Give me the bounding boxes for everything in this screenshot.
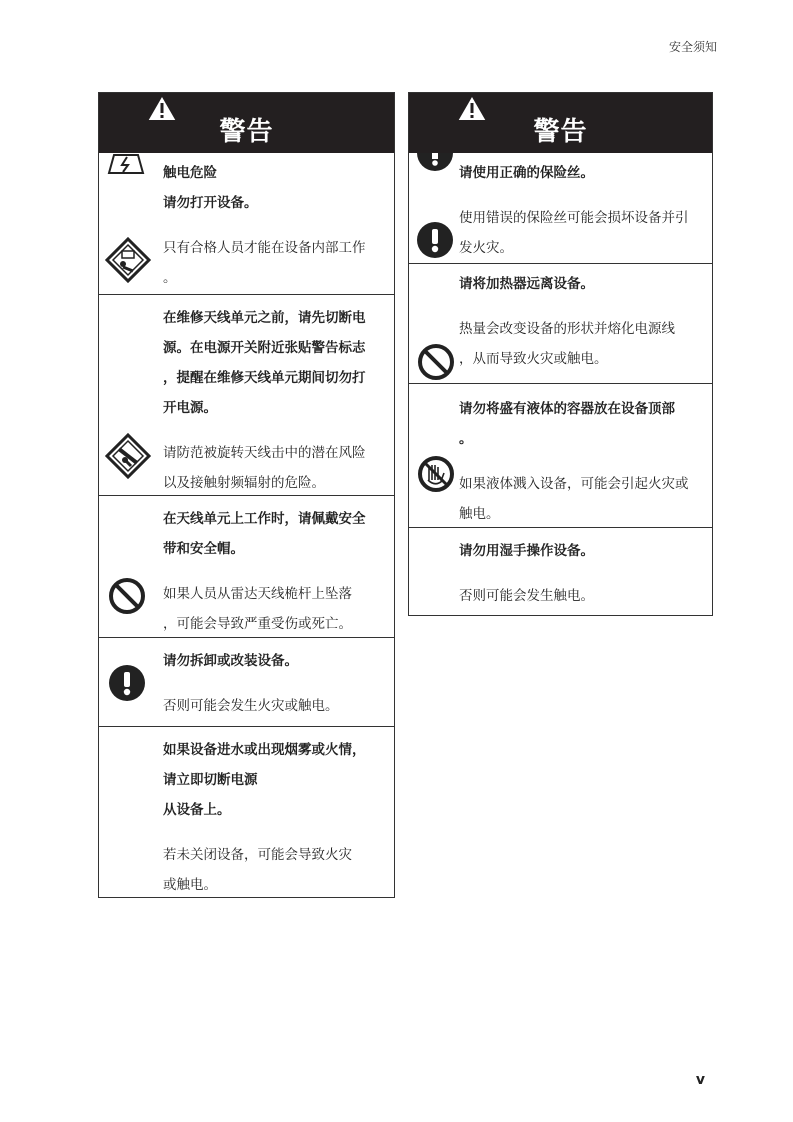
section-bold-line: 开电源。 — [163, 400, 217, 416]
warning-section-liquid-container — [409, 384, 712, 528]
section-text-line: 使用错误的保险丝可能会损坏设备并引 — [459, 210, 689, 226]
warning-section-safety-harness — [99, 496, 394, 638]
section-text-line: 若未关闭设备，可能会导致火灾 — [163, 847, 352, 863]
section-text-line: ，可能会导致严重受伤或死亡。 — [163, 616, 352, 632]
section-text-line: 。 — [163, 270, 177, 286]
section-bold-line: 在天线单元上工作时，请佩戴安全 — [163, 511, 366, 527]
prohibited-icon — [416, 342, 456, 382]
section-text-line: ，从而导致火灾或触电。 — [459, 351, 608, 367]
section-bold-line: 请勿用湿手操作设备。 — [459, 543, 594, 559]
no-wet-hands-icon — [416, 454, 456, 494]
section-text-line: 否则可能会发生火灾或触电。 — [163, 698, 339, 714]
banner-title: 警告 — [219, 117, 274, 147]
section-text-line: 如果液体溅入设备，可能会引起火灾或 — [459, 476, 689, 492]
right-warning-panel — [408, 92, 713, 616]
left-warning-panel — [98, 92, 395, 898]
section-bold-line: 从设备上。 — [163, 802, 231, 818]
section-text-line: 发火灾。 — [459, 240, 513, 256]
rotating-antenna-hazard-icon — [105, 433, 151, 479]
warning-section-no-disassembly — [99, 638, 394, 727]
section-text-line: 请防范被旋转天线击中的潜在风险 — [163, 445, 366, 461]
warning-section-antenna-service — [99, 295, 394, 496]
section-bold-line: 请勿将盛有液体的容器放在设备顶部 — [459, 401, 675, 417]
section-bold-line: 在维修天线单元之前，请先切断电 — [163, 310, 366, 326]
warning-section-wet-hands — [409, 528, 712, 615]
section-bold-line: 请使用正确的保险丝。 — [459, 165, 594, 181]
section-text-line: 热量会改变设备的形状并熔化电源线 — [459, 321, 675, 337]
page-number: v — [695, 1072, 705, 1088]
section-text-line: 触电。 — [459, 506, 500, 522]
section-bold-line: 源。在电源开关附近张贴警告标志 — [163, 340, 366, 356]
warning-section-heater — [409, 264, 712, 384]
prohibited-icon — [107, 576, 147, 616]
section-bold-line: ，提醒在维修天线单元期间切勿打 — [163, 370, 366, 386]
warning-section-correct-fuse — [409, 153, 712, 264]
warning-banner — [99, 93, 394, 153]
section-bold-line: 请将加热器远离设备。 — [459, 276, 594, 292]
banner-title: 警告 — [533, 117, 588, 147]
electric-shock-warning-icon — [105, 153, 147, 175]
mandatory-action-icon — [416, 221, 454, 259]
mandatory-action-icon — [416, 153, 454, 173]
mandatory-action-icon — [108, 664, 146, 702]
section-bold-line: 请勿打开设备。 — [163, 195, 258, 211]
section-bold-line: 触电危险 — [163, 165, 217, 181]
section-bold-line: 请勿拆卸或改装设备。 — [163, 653, 298, 669]
warning-section-electric-shock — [99, 153, 394, 295]
section-bold-line: 如果设备进水或出现烟雾或火情， — [163, 742, 366, 758]
page-header-section-title: 安全须知 — [668, 40, 717, 54]
section-text-line: 以及接触射频辐射的危险。 — [163, 475, 325, 491]
no-unqualified-personnel-icon — [105, 237, 151, 283]
section-bold-line: 带和安全帽。 — [163, 541, 244, 557]
section-text-line: 如果人员从雷达天线桅杆上坠落 — [163, 586, 352, 602]
warning-banner — [409, 93, 712, 153]
section-text-line: 否则可能会发生触电。 — [459, 588, 594, 604]
section-text-line: 或触电。 — [163, 877, 217, 893]
section-text-line: 只有合格人员才能在设备内部工作 — [163, 240, 366, 256]
warning-section-water-smoke-fire — [99, 727, 394, 897]
section-bold-line: 。 — [459, 431, 473, 447]
section-bold-line: 请立即切断电源 — [163, 772, 258, 788]
